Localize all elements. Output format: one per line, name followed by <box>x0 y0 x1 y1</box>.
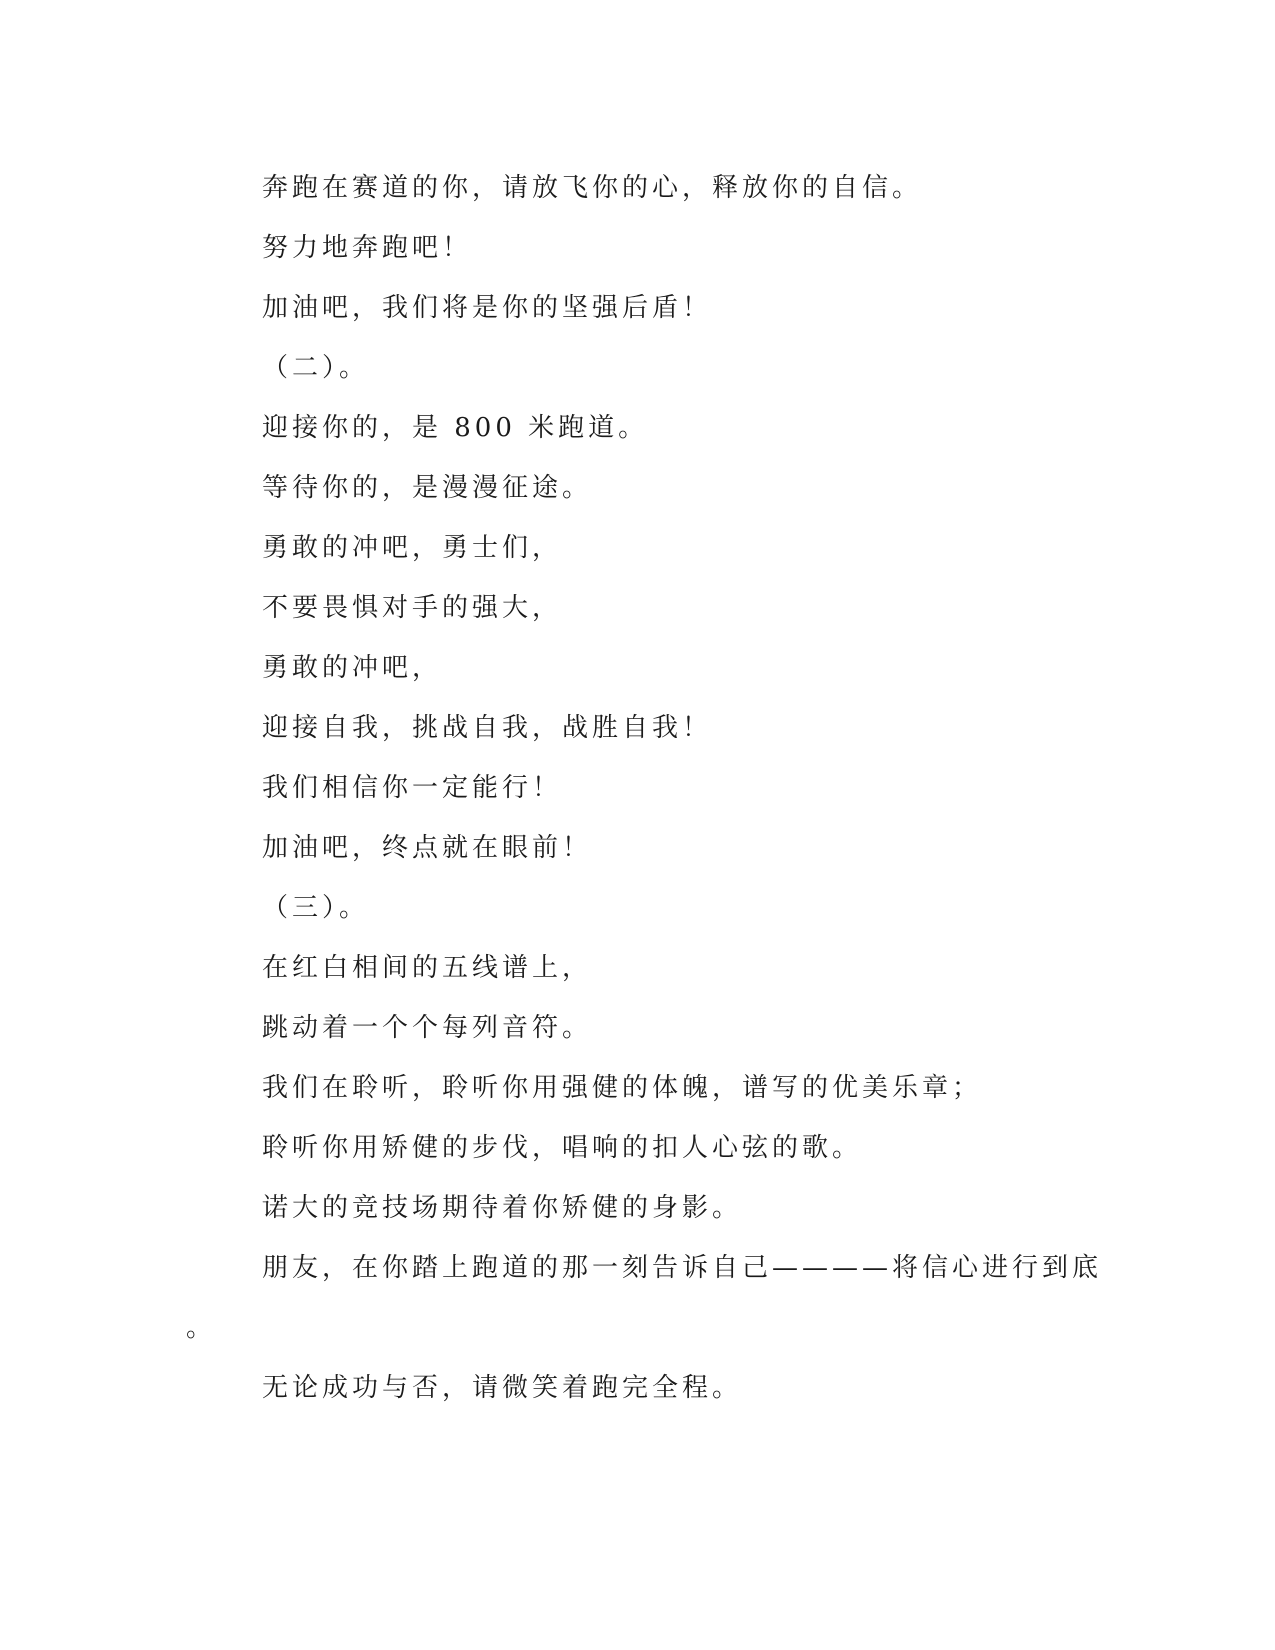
text-line: 诺大的竞技场期待着你矫健的身影。 <box>262 1193 743 1223</box>
text-line: 等待你的，是漫漫征途。 <box>262 473 593 503</box>
text-line: 加油吧，我们将是你的坚强后盾！ <box>262 293 713 323</box>
text-line: 朋友，在你踏上跑道的那一刻告诉自己————将信心进行到底 <box>262 1253 1103 1283</box>
text-line: 努力地奔跑吧！ <box>262 233 473 263</box>
text-line: 迎接自我，挑战自我，战胜自我！ <box>262 713 713 743</box>
text-line: 不要畏惧对手的强大， <box>262 593 563 623</box>
text-line: 我们相信你一定能行！ <box>262 773 563 803</box>
text-line: 聆听你用矫健的步伐，唱响的扣人心弦的歌。 <box>262 1133 863 1163</box>
text-line: 迎接你的，是 800 米跑道。 <box>262 413 649 443</box>
text-line: 奔跑在赛道的你，请放飞你的心，释放你的自信。 <box>262 173 923 203</box>
section-heading: （三）。 <box>262 893 370 923</box>
text-line: 无论成功与否，请微笑着跑完全程。 <box>262 1373 743 1403</box>
text-line: 跳动着一个个每列音符。 <box>262 1013 593 1043</box>
text-line: 勇敢的冲吧，勇士们， <box>262 533 563 563</box>
text-line-wrap: 。 <box>186 1313 217 1343</box>
text-line: 加油吧，终点就在眼前！ <box>262 833 593 863</box>
section-heading: （二）。 <box>262 353 370 383</box>
text-line: 在红白相间的五线谱上， <box>262 953 593 983</box>
text-line: 勇敢的冲吧， <box>262 653 443 683</box>
text-line: 我们在聆听，聆听你用强健的体魄，谱写的优美乐章； <box>262 1073 983 1103</box>
